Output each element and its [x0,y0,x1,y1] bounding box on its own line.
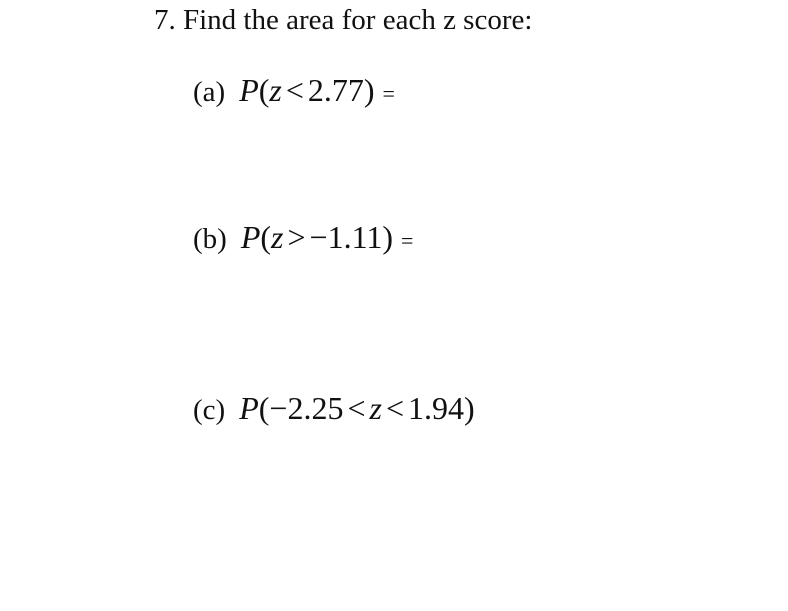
z-variable: z [271,219,284,255]
z-variable: z [369,390,382,426]
probability-symbol: P [240,219,261,255]
probability-symbol: P [239,390,259,426]
part-b-label: (b) [193,223,227,255]
part-a-label: (a) [193,76,226,108]
part-c-label: (c) [193,394,226,426]
operator-left: < [347,390,366,426]
open-paren: ( [260,219,272,255]
question-number: 7. [154,4,176,36]
part-c [193,388,475,435]
part-b [193,217,413,264]
part-b-expression [241,219,393,255]
bound-value: 2.77) [307,72,375,108]
operator: > [287,219,306,255]
part-a [193,70,395,117]
part-c-expression [239,390,474,426]
lower-bound: (−2.25 [258,390,344,426]
upper-bound: 1.94) [407,390,475,426]
open-paren: ( [258,72,270,108]
operator: < [285,72,304,108]
equals-sign: = [382,81,395,106]
equals-sign: = [401,228,414,253]
part-a-expression [239,72,374,108]
operator-right: < [385,390,404,426]
z-variable: z [269,72,282,108]
question-prompt: Find the area for each z score: [183,4,533,36]
probability-symbol: P [239,72,259,108]
question-heading [154,2,532,38]
bound-value: −1.11) [309,219,394,255]
